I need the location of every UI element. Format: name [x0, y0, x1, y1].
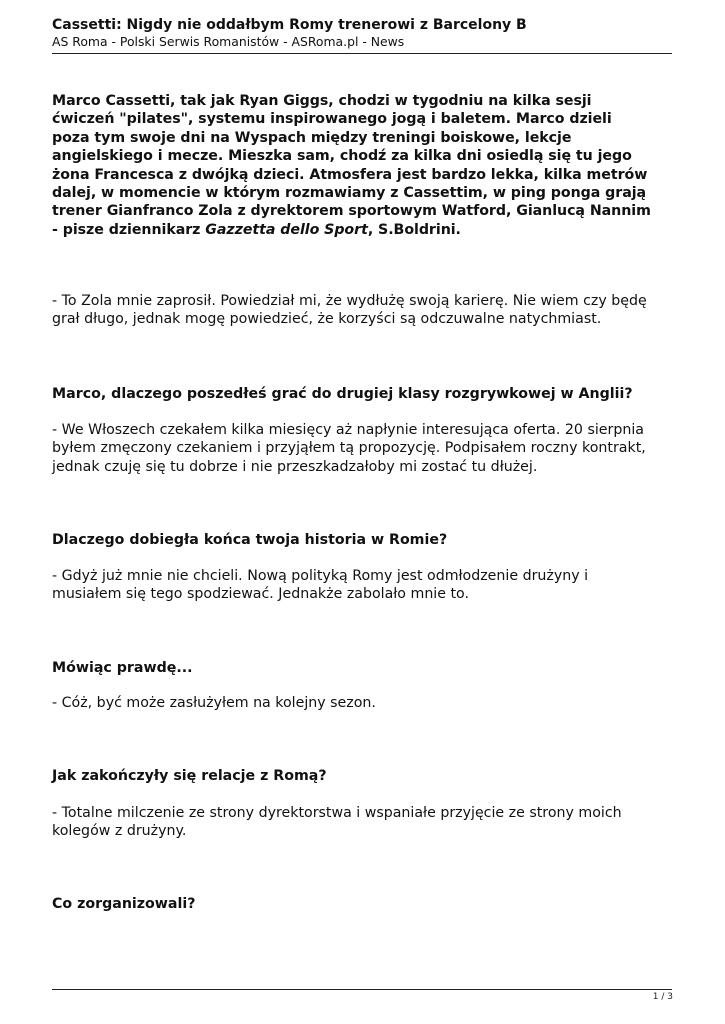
answer-paragraph — [52, 694, 674, 712]
answer-line: - Gdyż już mnie nie chcieli. Nową polityką Romy jest odmłodzenie drużyny i — [52, 568, 589, 584]
answer-line: - Cóż, być może zasłużyłem na kolejny sezon. — [52, 695, 376, 711]
document-source: AS Roma - Polski Serwis Romanistów - ASRoma.pl - News — [52, 34, 405, 49]
answer-line: - Totalne milczenie ze strony dyrektorstwa i wspaniałe przyjęcie ze strony moich — [52, 805, 622, 821]
footer-divider — [52, 989, 672, 990]
interview-question: Co zorganizowali? — [52, 896, 196, 912]
answer-line: - We Włoszech czekałem kilka miesięcy aż napłynie interesująca oferta. 20 sierpnia — [52, 422, 644, 438]
intro-credit-prefix: - pisze dziennikarz — [52, 221, 206, 238]
answer-line: jednak czuję się tu dobrze i nie przeszkadzałoby mi zostać tu dłużej. — [52, 458, 538, 475]
answer-paragraph — [52, 804, 674, 841]
answer-line: musiałem się tego spodziewać. Jednakże zabolało mnie to. — [52, 586, 469, 603]
interview-question: Mówiąc prawdę... — [52, 660, 193, 676]
interview-question: Jak zakończyły się relacje z Romą? — [52, 768, 327, 784]
answer-line: byłem zmęczony czekaniem i przyjąłem tą propozycję. Podpisałem roczny kontrakt, — [52, 440, 646, 457]
intro-credit-suffix: , S.Boldrini. — [367, 221, 461, 238]
answer-line: - To Zola mnie zaprosił. Powiedział mi, że wydłużę swoją karierę. Nie wiem czy będę — [52, 293, 647, 309]
intro-last-line — [52, 221, 674, 239]
header-divider — [52, 53, 672, 54]
document-page — [52, 0, 673, 1024]
document-title: Cassetti: Nigdy nie oddałbym Romy trenerowi z Barcelony B — [52, 17, 527, 33]
intro-line: trener Gianfranco Zola z dyrektorem sportowym Watford, Gianlucą Nannim — [52, 203, 651, 220]
answer-line: grał długo, jednak mogę powiedzieć, że korzyści są odczuwalne natychmiast. — [52, 311, 602, 328]
intro-line: angielskiego i mecze. Mieszka sam, chodź za kilka dni osiedlą się tu jego — [52, 148, 632, 165]
intro-line: ćwiczeń "pilates", systemu inspirowanego jogą i baletem. Marco dzieli — [52, 111, 612, 128]
page-number: 1 / 3 — [652, 992, 673, 1002]
publication-name: Gazzetta dello Sport — [205, 221, 368, 238]
answer-line: kolegów z drużyny. — [52, 823, 187, 840]
answer-paragraph — [52, 292, 674, 329]
intro-line: poza tym swoje dni na Wyspach między treningi boiskowe, lekcje — [52, 129, 572, 146]
intro-line: dalej, w momencie w którym rozmawiamy z Cassettim, w ping ponga grają — [52, 185, 647, 202]
intro-line: żona Francesca z dwójką dzieci. Atmosfera jest bardzo lekka, kilka metrów — [52, 166, 648, 183]
answer-paragraph — [52, 567, 674, 604]
answer-paragraph — [52, 421, 674, 476]
interview-question: Dlaczego dobiegła końca twoja historia w Romie? — [52, 532, 448, 548]
intro-line: Marco Cassetti, tak jak Ryan Giggs, chodzi w tygodniu na kilka sesji — [52, 93, 592, 109]
interview-question: Marco, dlaczego poszedłeś grać do drugiej klasy rozgrywkowej w Anglii? — [52, 386, 633, 402]
intro-paragraph — [52, 92, 674, 239]
